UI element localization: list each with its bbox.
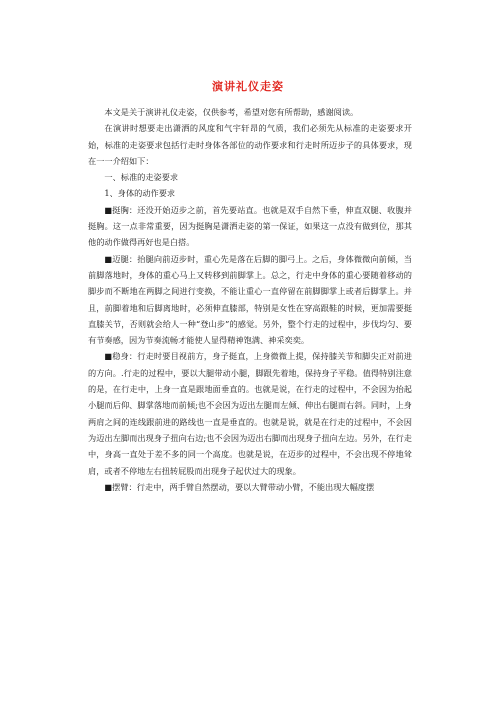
- section-heading: 一、标准的走姿要求: [104, 172, 179, 183]
- body-paragraph: ■摆臂：行走中，两手臂自然摆动，要以大臂带动小臂，不能出现大幅度摆: [104, 481, 375, 492]
- body-paragraph: ■迈腿：抬腿向前迈步时，重心先是落在后脚的脚弓上。之后，身体微微向前倾，当前脚落地时，身体的重心马上又转移到前脚掌上。总之，行走中身体的重心要随着移动的脚步而不断地在两脚之间进行变换，不能让重心一直停留在前脚脚掌上或者后脚掌上。并且，前脚着地和后脚离地时，必须伸直膝部，特别是女性在穿高跟鞋的时候，更加需要挺直膝关节，否则就会给人一种“登山步”的感觉。另外，整个行走的过程中，步伐均匀、要有节奏感，因为节奏流畅才能使人显得精神饱满、神采奕奕。: [88, 253, 412, 346]
- body-paragraph: ■挺胸：还没开始迈步之前，首先要站直。也就是双手自然下垂，伸直双腿、收腹并挺胸。这一点非常重要，因为挺胸是潇洒走姿的第一保证，如果这一点没有做到位，那其他的动作做得再好也是白搭。: [88, 204, 412, 248]
- document-body: [88, 104, 412, 495]
- body-paragraph: ■稳身：行走时要目视前方，身子挺直，上身微微上提，保持膝关节和脚尖正对前进的方向。.行走的过程中，要以大腿带动小腿，脚跟先着地，保持身子平稳。值得特别注意的是，在行走中，上身一直是跟地面垂直的。也就是说，在行走的过程中，不会因为抬起小腿而后仰、脚掌落地而前倾;也不会因为迈出左腿而左倾、伸出右腿而右斜。同时，上身两肩之间的连线跟前进的路线也一直是垂直的。也就是说，就是在行走的过程中，不会因为迈出左脚而出现身子扭向右边;也不会因为迈出右脚而出现身子扭向左边。另外，在行走中，身高一直处于差不多的同一个高度。也就是说，在迈步的过程中，不会出现不停地耸肩，或者不停地左右扭转屁股而出现身子起伏过大的现象。: [88, 351, 412, 476]
- document-title: 演讲礼仪走姿: [212, 80, 284, 93]
- subsection-heading: 1、身体的动作要求: [104, 188, 176, 199]
- intro-paragraph: 本文是关于演讲礼仪走姿，仅供参考，希望对您有所帮助，感谢阅读。: [104, 107, 359, 117]
- body-paragraph: 在演讲时想要走出潇洒的风度和气宇轩昂的气质，我们必须先从标准的走姿要求开始，标准的走姿要求包括行走时身体各部位的动作要求和行走时所迈步子的具体要求，现在一一介绍如下：: [88, 123, 412, 166]
